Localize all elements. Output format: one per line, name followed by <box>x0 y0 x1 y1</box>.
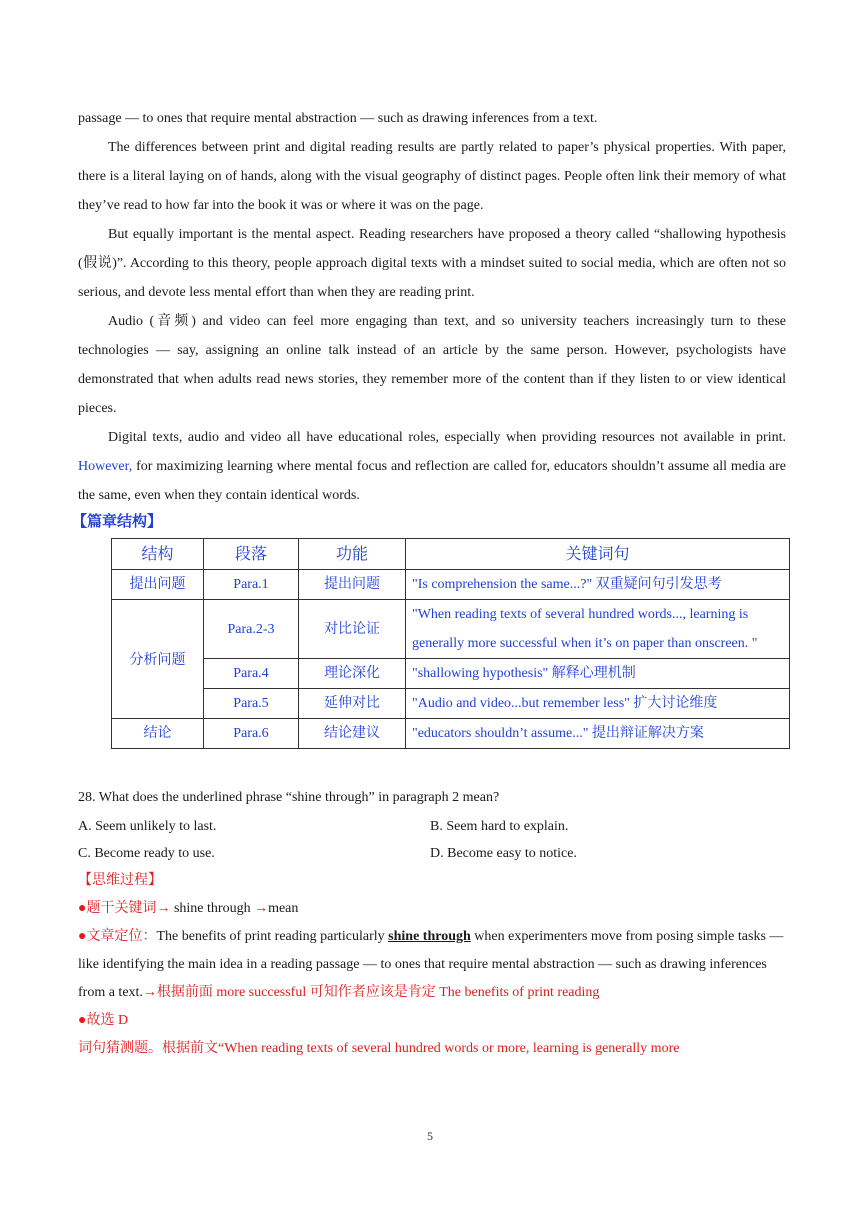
table-header-row <box>112 539 790 570</box>
thinking-location <box>78 923 786 1007</box>
cell-structure: 分析问题 <box>112 600 204 719</box>
passage-paragraph-4-start: Digital texts, audio and video all have educational roles, especially when providing resources not available in print. <box>108 430 786 445</box>
cell-function: 延伸对比 <box>299 689 406 719</box>
location-analysis: →根据前面 more successful 可知作者应该是肯定 The benefits of print reading <box>142 985 600 1000</box>
location-text-b: when experimenters move from posing simple tasks — like identifying the main idea in a reading passage — to ones that require mental abstraction — such as drawing inferences from a text. <box>78 929 784 1000</box>
table-row <box>112 570 790 600</box>
structure-table <box>111 538 790 749</box>
cell-function: 结论建议 <box>299 719 406 749</box>
keyword-phrase: shine through <box>170 901 255 916</box>
cell-keyword: "shallowing hypothesis" 解释心理机制 <box>406 659 790 689</box>
thinking-keywords <box>78 895 786 923</box>
passage-paragraph-4-end: for maximizing learning where mental focus and reflection are called for, educators shouldn’t assume all media are the same, even when they contain identical words. <box>78 459 786 503</box>
options-row-1 <box>78 812 786 841</box>
cell-para: Para.5 <box>204 689 299 719</box>
passage-paragraph-3: Audio (音频) and video can feel more engaging than text, and so university teachers increasingly turn to these technologies — say, assigning an online talk instead of an article by the same person. However, psychologists have demonstrated that when adults read news stories, they remember more of the content than if they listen to or view identical pieces. <box>78 314 786 416</box>
cell-structure: 提出问题 <box>112 570 204 600</box>
table-row <box>112 719 790 749</box>
cell-keyword: "Is comprehension the same...?" 双重疑问句引发思考 <box>406 570 790 600</box>
header-structure: 结构 <box>112 539 204 570</box>
cell-function: 提出问题 <box>299 570 406 600</box>
location-text-a: The benefits of print reading particularly <box>156 929 389 944</box>
header-keyword: 关键词句 <box>406 539 790 570</box>
option-c: C. Become ready to use. <box>78 846 215 861</box>
thinking-title: 【思维过程】 <box>78 873 162 888</box>
cell-para: Para.4 <box>204 659 299 689</box>
table-row <box>112 689 790 719</box>
cell-keyword: "Audio and video...but remember less" 扩大讨论维度 <box>406 689 790 719</box>
table-row <box>112 600 790 659</box>
option-d: D. Become easy to notice. <box>430 846 577 861</box>
cell-para: Para.2-3 <box>204 600 299 659</box>
option-b: B. Seem hard to explain. <box>430 819 569 834</box>
arrow-icon: → <box>156 901 171 916</box>
cell-para: Para.6 <box>204 719 299 749</box>
table-row <box>112 659 790 689</box>
structure-heading: 【篇章结构】 <box>72 514 163 530</box>
underlined-phrase: shine through <box>388 929 471 944</box>
cell-structure: 结论 <box>112 719 204 749</box>
explanation-line: 词句猜测题。根据前文“When reading texts of several hundred words or more, learning is generally more <box>78 1041 680 1056</box>
keyword-end: mean <box>268 901 299 916</box>
option-a: A. Seem unlikely to last. <box>78 819 217 834</box>
arrow-icon: → <box>254 901 269 916</box>
cell-function: 理论深化 <box>299 659 406 689</box>
header-function: 功能 <box>299 539 406 570</box>
location-prefix: ●文章定位： <box>78 929 157 944</box>
passage-paragraph-4 <box>78 423 786 510</box>
cell-keyword: "educators shouldn’t assume..." 提出辩证解决方案 <box>406 719 790 749</box>
question-stem: 28. What does the underlined phrase “shine through” in paragraph 2 mean? <box>78 790 500 805</box>
cell-function: 对比论证 <box>299 600 406 659</box>
keyword-prefix: ●题干关键词 <box>78 901 157 916</box>
passage-paragraph-1: The differences between print and digital reading results are partly related to paper’s physical properties. With paper, there is a literal laying on of hands, along with the visual geography of distinct pages. People often link their memory of what they’ve read to how far into the book it was or where it was on the page. <box>78 140 786 213</box>
document-page <box>72 104 786 1063</box>
cell-para: Para.1 <box>204 570 299 600</box>
passage-paragraph-0: passage — to ones that require mental abstraction — such as drawing inferences from a text. <box>78 111 598 126</box>
answer-line: ●故选 D <box>78 1013 129 1028</box>
page-number: 5 <box>427 1129 433 1143</box>
highlighted-word: However, <box>78 459 133 474</box>
header-paragraph: 段落 <box>204 539 299 570</box>
passage-paragraph-2: But equally important is the mental aspect. Reading researchers have proposed a theory called “shallowing hypothesis (假说)”. According to this theory, people approach digital texts with a mindset suited to social media, which are often not so serious, and devote less mental effort than when they are reading print. <box>78 227 786 300</box>
options-row-2 <box>78 841 786 867</box>
cell-keyword: "When reading texts of several hundred words..., learning is generally more successful when it’s on paper than onscreen. " <box>406 600 790 659</box>
